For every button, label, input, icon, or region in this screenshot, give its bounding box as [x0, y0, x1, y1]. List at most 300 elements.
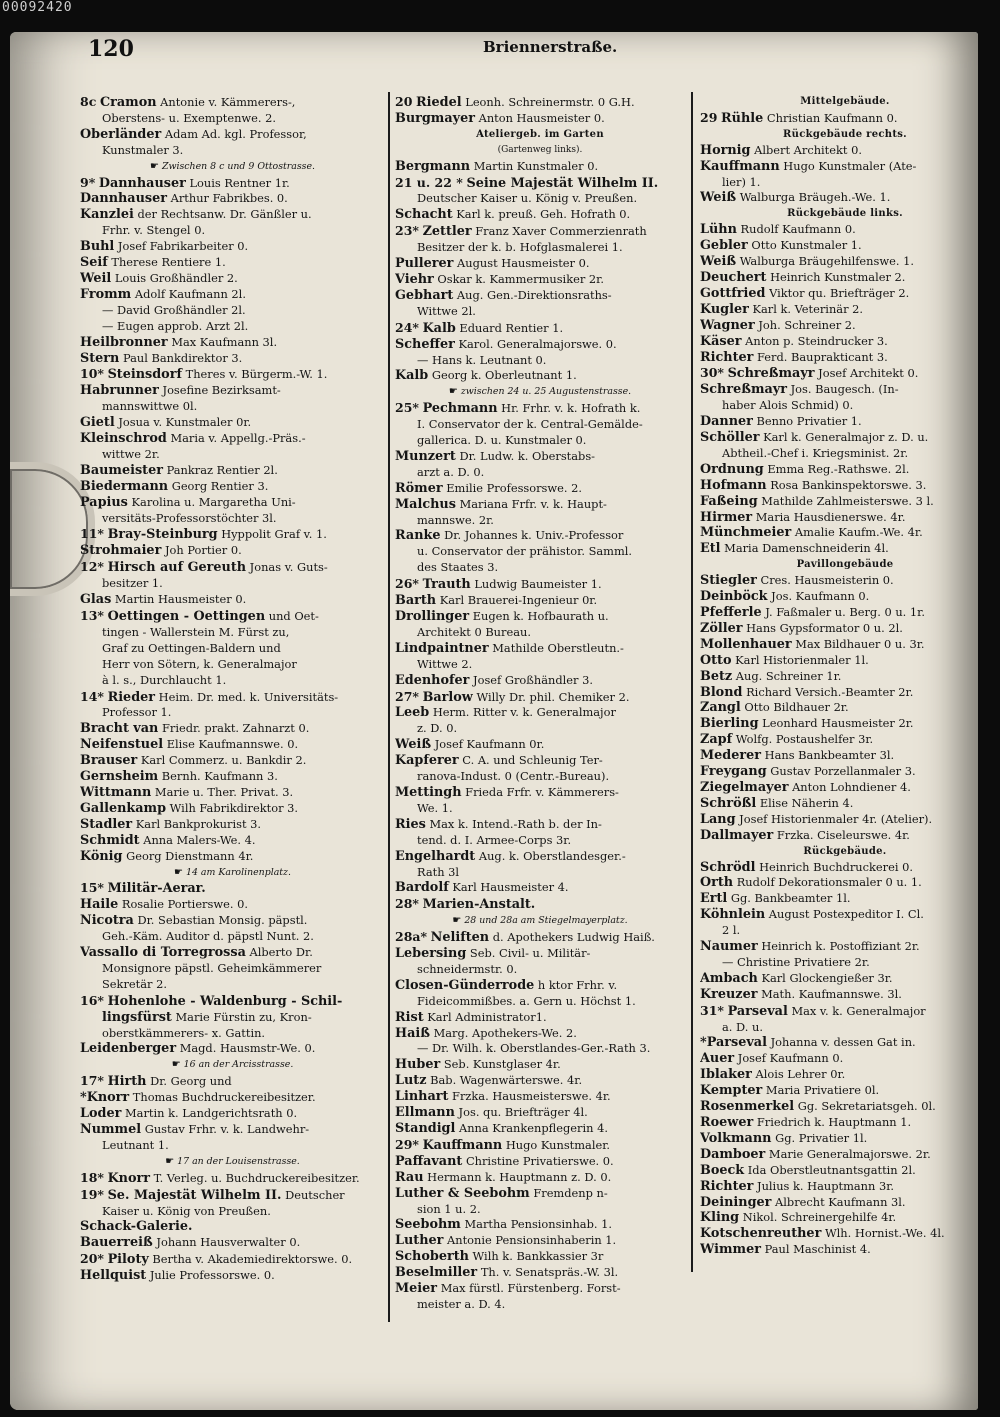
resident-name: lingsfürst	[102, 1009, 172, 1025]
resident-name: Marien-Anstalt.	[422, 897, 536, 913]
resident-entry	[395, 1154, 685, 1170]
house-number: 19*	[80, 1186, 104, 1202]
resident-details: Max fürstl. Fürstenberg. Forst-	[440, 1281, 621, 1296]
resident-details: z. D. 0.	[417, 721, 458, 736]
resident-name: Malchus	[395, 496, 456, 512]
resident-details: Herm. Ritter v. k. Generalmajor	[432, 705, 616, 720]
resident-entry	[395, 817, 685, 833]
resident-details: Arthur Fabrikbes. 0.	[170, 191, 288, 206]
resident-details: Deutscher	[285, 1187, 345, 1202]
resident-entry	[80, 1235, 385, 1251]
resident-details: Rudolf Dekorationsmaler 0 u. 1.	[736, 875, 922, 890]
resident-details: Therese Rentiere 1.	[111, 255, 226, 270]
resident-entry	[80, 127, 385, 143]
resident-entry	[700, 621, 990, 637]
street-title: Briennerstraße.	[483, 38, 618, 56]
resident-details: Karl Brauerei-Ingenieur 0r.	[439, 593, 598, 608]
resident-name: Hirsch auf Gereuth	[107, 560, 247, 576]
resident-details: Hyppolit Graf v. 1.	[221, 527, 327, 542]
resident-entry	[80, 897, 385, 913]
resident-name: Schmidt	[80, 832, 140, 848]
resident-entry	[395, 1137, 685, 1154]
resident-name: Beselmiller	[395, 1265, 478, 1281]
entry-continuation	[395, 721, 685, 737]
resident-entry	[395, 593, 685, 609]
resident-details: — Hans k. Leutnant 0.	[417, 352, 547, 367]
resident-details: lier) 1.	[722, 174, 761, 189]
resident-details: Marie u. Ther. Privat. 3.	[154, 784, 294, 799]
resident-details: Graf zu Oettingen-Baldern und	[102, 640, 281, 655]
entry-continuation	[80, 705, 385, 721]
entry-continuation	[395, 433, 685, 449]
resident-entry	[395, 1249, 685, 1265]
resident-name: Gietl	[80, 415, 115, 431]
resident-entry	[700, 365, 990, 382]
resident-name: Kreuzer	[700, 986, 758, 1002]
resident-details: tend. d. I. Armee-Corps 3r.	[417, 832, 572, 847]
resident-name: Piloty	[107, 1252, 149, 1268]
resident-details: Theres v. Bürgerm.-W. 1.	[185, 367, 328, 382]
resident-entry	[700, 143, 990, 159]
entry-continuation	[395, 1297, 685, 1313]
resident-details: C. A. und Schleunig Ter-	[462, 753, 603, 768]
resident-entry	[700, 541, 990, 557]
resident-entry	[80, 769, 385, 785]
resident-name: Ellmann	[395, 1105, 455, 1121]
resident-details: Richard Versich.-Beamter 2r.	[746, 684, 914, 699]
resident-entry	[80, 1268, 385, 1284]
resident-details: Aug. Schreiner 1r.	[735, 668, 842, 683]
house-number: 18*	[80, 1169, 104, 1185]
resident-entry	[700, 812, 990, 828]
resident-name: Haile	[80, 897, 119, 913]
entry-continuation	[80, 143, 385, 159]
resident-entry	[700, 110, 990, 127]
resident-name: Rau	[395, 1169, 424, 1185]
resident-details: Gg. Sekretariatsgeh. 0l.	[797, 1099, 936, 1114]
resident-entry	[80, 94, 385, 111]
house-number: 8c	[80, 94, 97, 109]
resident-name: Nummel	[80, 1122, 142, 1137]
resident-details: Frzka. Hausmeisterswe. 4r.	[452, 1089, 611, 1104]
resident-name: Gernsheim	[80, 769, 159, 785]
resident-details: Seb. Kunstglaser 4r.	[443, 1057, 561, 1072]
resident-name: Weiß	[700, 254, 737, 270]
resident-name: Neliften	[430, 930, 490, 946]
resident-name: Schreßmayr	[700, 382, 787, 398]
resident-details: Karl k. Veterinär 2.	[752, 301, 864, 316]
resident-name: Zangl	[700, 700, 741, 716]
resident-details: Geh.-Käm. Auditor d. päpstl Nunt. 2.	[102, 929, 314, 944]
house-number: 27*	[395, 688, 419, 704]
resident-name: Engelhardt	[395, 848, 476, 864]
resident-name: Bauerreiß	[80, 1235, 153, 1251]
resident-details: Gg. Privatier 1l.	[775, 1130, 868, 1145]
resident-details: Alberto Dr.	[249, 945, 313, 960]
resident-name: Zapf	[700, 732, 733, 748]
resident-details: Karolina u. Margaretha Uni-	[131, 494, 296, 509]
entry-continuation	[700, 955, 990, 971]
column-right	[700, 94, 990, 1258]
resident-entry	[80, 993, 385, 1010]
resident-name: Freygang	[700, 764, 767, 780]
entry-continuation	[700, 175, 990, 191]
resident-details: Heinrich Kunstmaler 2.	[770, 269, 906, 284]
resident-entry	[700, 1147, 990, 1163]
entry-continuation	[395, 769, 685, 785]
resident-name: Lühn	[700, 222, 737, 238]
resident-entry	[80, 1187, 385, 1204]
resident-name: Dannhauser	[98, 175, 186, 191]
resident-details: I. Conservator der k. Central-Gemälde-	[417, 417, 643, 432]
resident-details: Heinrich Buchdruckerei 0.	[759, 859, 913, 874]
resident-details: Max Bildhauer 0 u. 3r.	[795, 636, 925, 651]
house-number: 23*	[395, 223, 419, 239]
resident-entry	[395, 753, 685, 769]
resident-entry	[700, 1242, 990, 1258]
resident-details: Anton Lohndiener 4.	[792, 779, 911, 794]
resident-details: Hermann k. Hauptmann z. D. 0.	[427, 1169, 612, 1184]
resident-details: Emilie Professorswe. 2.	[446, 480, 583, 495]
resident-details: Marie Generalmajorswe. 2r.	[768, 1146, 931, 1161]
house-number: 28a*	[395, 929, 428, 945]
resident-details: Jos. Kaufmann 0.	[771, 589, 870, 604]
resident-entry	[395, 449, 685, 465]
resident-name: Lutz	[395, 1073, 427, 1089]
resident-name: Pfefferle	[700, 605, 762, 620]
entry-continuation	[80, 319, 385, 335]
resident-details: Antonie v. Kämmerers-,	[160, 95, 296, 109]
resident-entry	[395, 1121, 685, 1137]
resident-entry	[80, 1090, 385, 1106]
section-heading: Mittelgebäude.	[800, 96, 890, 107]
resident-details: Adam Ad. kgl. Professor,	[164, 126, 307, 141]
resident-details: Georg k. Oberleutnant 1.	[431, 368, 577, 383]
resident-details: Magd. Hausmstr-We. 0.	[179, 1041, 316, 1056]
house-number: 9*	[80, 174, 96, 190]
section-heading: Rückgebäude.	[803, 845, 887, 857]
resident-entry	[80, 833, 385, 849]
resident-name: Kling	[700, 1210, 740, 1226]
resident-name: Munzert	[395, 448, 456, 464]
resident-name: Standigl	[395, 1121, 456, 1136]
resident-name: Iblaker	[700, 1067, 752, 1083]
resident-entry	[80, 175, 385, 192]
resident-name: Leeb	[395, 705, 430, 721]
house-number: 13*	[80, 608, 104, 623]
resident-details: Julius k. Hauptmann 3r.	[757, 1178, 895, 1193]
resident-entry	[700, 159, 990, 175]
entry-continuation	[700, 398, 990, 414]
resident-entry	[80, 945, 385, 961]
entry-continuation	[80, 657, 385, 673]
resident-name: Lebersing	[395, 946, 467, 962]
section-subheading: (Gartenweg links).	[497, 144, 583, 155]
resident-details: gallerica. D. u. Kunstmaler 0.	[417, 433, 587, 448]
resident-name: Knorr	[107, 1170, 151, 1186]
entry-continuation	[80, 641, 385, 657]
resident-details: Hugo Kunstmaler (Ate-	[783, 158, 917, 173]
resident-details: Friedr. prakt. Zahnarzt 0.	[161, 721, 310, 736]
resident-name: Kalb	[422, 320, 456, 336]
resident-entry	[700, 907, 990, 923]
resident-entry	[700, 270, 990, 286]
resident-name: Barth	[395, 593, 437, 609]
resident-details: Gustav Frhr. v. k. Landwehr-	[144, 1122, 310, 1136]
resident-entry	[700, 828, 990, 844]
resident-entry	[80, 880, 385, 897]
resident-name: Strohmaier	[80, 543, 162, 559]
resident-entry	[80, 479, 385, 495]
archive-id-stamp: 00092420	[2, 0, 73, 15]
page-number: 120	[88, 36, 134, 62]
resident-details: Dr. Johannes k. Univ.-Professor	[444, 528, 624, 543]
resident-details: Leutnant 1.	[102, 1137, 169, 1152]
resident-entry	[80, 1106, 385, 1122]
resident-entry	[395, 1073, 685, 1089]
resident-name: Kapferer	[395, 753, 459, 769]
entry-continuation	[395, 625, 685, 641]
resident-name: Wagner	[700, 317, 755, 333]
resident-name: Vassallo di Torregrossa	[80, 945, 246, 961]
resident-name: Bierling	[700, 716, 759, 732]
resident-name: Stiegler	[700, 573, 757, 589]
resident-details: Monsignore päpstl. Geheimkämmerer	[102, 960, 322, 975]
resident-details: Nikol. Schreinergehilfe 4r.	[742, 1210, 897, 1225]
resident-details: oberstkämmerers- x. Gattin.	[102, 1025, 266, 1040]
resident-details: Heim. Dr. med. k. Universitäts-	[158, 689, 339, 704]
resident-name: Zöller	[700, 620, 743, 636]
resident-details: schneidermstr. 0.	[417, 961, 518, 976]
resident-name: *Parseval	[700, 1035, 767, 1051]
resident-details: Wlh. Hornist.-We. 4l.	[824, 1226, 945, 1241]
resident-entry	[395, 1057, 685, 1073]
resident-entry	[395, 737, 685, 753]
house-number: 16*	[80, 992, 104, 1008]
resident-details: Albert Architekt 0.	[754, 142, 862, 157]
resident-entry	[80, 415, 385, 431]
resident-details: Mariana Frfr. v. k. Haupt-	[459, 496, 607, 511]
resident-entry	[700, 605, 990, 621]
resident-details: Frieda Frfr. v. Kämmerers-	[465, 784, 619, 799]
resident-details: Fremdenp n-	[533, 1185, 608, 1200]
entry-continuation	[395, 544, 685, 560]
resident-details: Walburga Bräugeh.-We. 1.	[739, 190, 891, 205]
resident-entry	[700, 478, 990, 494]
resident-name: Luther & Seebohm	[395, 1185, 530, 1201]
resident-details: Frzka. Ciseleurswe. 4r.	[776, 827, 910, 842]
cross-street-note	[80, 1154, 385, 1170]
resident-entry	[700, 238, 990, 254]
resident-details: Martha Pensionsinhab. 1.	[464, 1217, 612, 1232]
resident-details: Hans Bankbeamter 3l.	[764, 748, 895, 763]
resident-entry	[395, 1265, 685, 1281]
resident-details: Dr. Georg und	[150, 1074, 232, 1089]
resident-name: Otto	[700, 652, 732, 668]
resident-name: Kalb	[395, 368, 429, 384]
entry-continuation	[80, 511, 385, 527]
entry-continuation	[80, 977, 385, 993]
resident-entry	[80, 785, 385, 801]
resident-details: Abtheil.-Chef i. Kriegsminist. 2r.	[722, 445, 909, 460]
resident-entry	[80, 1170, 385, 1187]
resident-entry	[700, 1163, 990, 1179]
house-number: 21 u. 22 *	[395, 174, 463, 190]
resident-details: August Hausmeister 0.	[457, 256, 590, 271]
resident-details: Paul Maschinist 4.	[764, 1242, 871, 1257]
resident-entry	[395, 609, 685, 625]
resident-entry	[395, 1233, 685, 1249]
resident-details: Karl Administrator1.	[427, 1009, 547, 1024]
resident-entry	[700, 222, 990, 238]
resident-entry	[80, 287, 385, 303]
resident-name: Deuchert	[700, 269, 767, 285]
resident-entry	[700, 382, 990, 398]
resident-entry	[700, 748, 990, 764]
resident-name: Damboer	[700, 1146, 766, 1162]
resident-details: Maria v. Appellg.-Präs.-	[170, 431, 306, 446]
resident-details: tingen - Wallerstein M. Fürst zu,	[102, 624, 290, 639]
resident-details: Wittwe 2.	[417, 656, 473, 671]
resident-entry	[700, 1083, 990, 1099]
resident-entry	[80, 608, 385, 625]
resident-entry	[700, 1226, 990, 1242]
resident-entry	[700, 796, 990, 812]
resident-details: Aug. k. Oberstlandesger.-	[478, 848, 626, 863]
resident-entry	[700, 589, 990, 605]
resident-entry	[80, 1251, 385, 1268]
resident-details: Antonie Pensionsinhaberin 1.	[447, 1233, 617, 1248]
resident-name: Römer	[395, 480, 443, 496]
resident-name: Roewer	[700, 1115, 754, 1130]
house-number: 15*	[80, 880, 104, 896]
resident-name: Bergmann	[395, 158, 471, 174]
resident-entry	[80, 543, 385, 559]
resident-name: Kauffmann	[422, 1137, 503, 1153]
resident-name: Mollenhauer	[700, 636, 792, 652]
resident-name: Steinsdorf	[107, 367, 182, 383]
resident-details: Johanna v. dessen Gat in.	[770, 1035, 916, 1050]
resident-details: Martin k. Landgerichtsrath 0.	[125, 1106, 298, 1121]
resident-details: Rosa Bankinspektorswe. 3.	[770, 477, 927, 492]
resident-entry	[395, 1089, 685, 1105]
resident-name: Schoberth	[395, 1249, 469, 1265]
resident-details: Mathilde Zahlmeisterswe. 3 l.	[761, 493, 934, 508]
resident-name: Paffavant	[395, 1153, 463, 1169]
resident-details: Karl k. Generalmajor z. D. u.	[763, 430, 929, 445]
resident-name: Schrödl	[700, 859, 756, 875]
resident-name: Neifenstuel	[80, 737, 164, 753]
resident-name: Habrunner	[80, 383, 159, 399]
resident-name: Ziegelmayer	[700, 779, 789, 795]
resident-details: h ktor Frhr. v.	[537, 977, 618, 992]
resident-details: wittwe 2r.	[102, 446, 160, 461]
resident-entry	[700, 780, 990, 796]
resident-entry	[395, 641, 685, 657]
resident-details: Johann Hausverwalter 0.	[156, 1235, 301, 1250]
resident-details: Deutscher Kaiser u. König v. Preußen.	[417, 191, 638, 206]
resident-details: Karl Historienmaler 1l.	[735, 652, 869, 667]
resident-entry	[700, 414, 990, 430]
resident-entry	[80, 721, 385, 737]
resident-details: Frhr. v. Stengel 0.	[102, 223, 206, 238]
resident-details: Anna Krankenpflegerin 4.	[459, 1121, 608, 1135]
resident-details: Adolf Kaufmann 2l.	[134, 286, 246, 301]
resident-entry	[80, 271, 385, 287]
resident-entry	[80, 526, 385, 543]
section-heading: Ateliergeb. im Garten	[476, 128, 604, 140]
resident-entry	[700, 1067, 990, 1083]
entry-continuation	[80, 929, 385, 945]
entry-continuation	[80, 1010, 385, 1026]
resident-name: Weiß	[700, 190, 737, 206]
resident-entry	[80, 737, 385, 753]
resident-entry	[700, 462, 990, 478]
cross-street-note	[80, 159, 385, 175]
resident-name: Orth	[700, 875, 734, 891]
resident-details: Dr. Sebastian Monsig. päpstl.	[137, 913, 308, 928]
resident-name: Pullerer	[395, 256, 454, 272]
resident-details: Karl Bankprokurist 3.	[135, 816, 262, 831]
resident-details: u. Conservator der prähistor. Samml.	[417, 544, 633, 559]
resident-name: Bardolf	[395, 880, 449, 896]
resident-details: Josef Architekt 0.	[818, 366, 919, 381]
resident-name: Weiß	[395, 737, 432, 753]
resident-details: Wolfg. Postaushelfer 3r.	[735, 732, 874, 747]
cross-street-note	[80, 865, 385, 881]
resident-name: Edenhofer	[395, 672, 470, 688]
resident-details: Karl Glockengießer 3r.	[761, 970, 893, 985]
resident-name: Schacht	[395, 207, 453, 223]
resident-details: Cres. Hausmeisterin 0.	[760, 573, 894, 588]
resident-entry	[700, 190, 990, 206]
pointing-hand-icon: ☛	[452, 915, 461, 927]
resident-name: Seif	[80, 255, 108, 271]
resident-details: Martin Hausmeister 0.	[114, 592, 247, 607]
resident-details: Karol. Generalmajorswe. 0.	[458, 336, 617, 351]
resident-details: Karl k. preuß. Geh. Hofrath 0.	[456, 207, 631, 222]
entry-continuation	[700, 923, 990, 939]
entry-continuation	[395, 560, 685, 576]
house-number: 12*	[80, 559, 104, 575]
resident-name: Köhnlein	[700, 907, 766, 923]
resident-entry	[80, 592, 385, 608]
cross-street-note	[80, 1057, 385, 1073]
resident-details: Jos. Baugesch. (In-	[790, 382, 899, 397]
resident-details: à l. s., Durchlaucht 1.	[102, 672, 227, 687]
resident-name: Dallmayer	[700, 827, 774, 843]
resident-entry	[700, 1195, 990, 1211]
resident-details: August Postexpeditor I. Cl.	[768, 907, 924, 922]
entry-continuation	[395, 865, 685, 881]
house-number: 20*	[80, 1251, 104, 1267]
resident-name: Kotschenreuther	[700, 1226, 822, 1242]
resident-name: Seebohm	[395, 1217, 461, 1233]
resident-name: Käser	[700, 333, 742, 349]
resident-details: Josef Fabrikarbeiter 0.	[117, 239, 249, 254]
resident-name: Gebhart	[395, 287, 454, 303]
resident-name: Hirmer	[700, 509, 753, 525]
column-left	[80, 94, 385, 1284]
resident-details: mannswe. 2r.	[417, 512, 494, 527]
house-number: 26*	[395, 576, 419, 592]
entry-continuation	[395, 962, 685, 978]
house-number: 17*	[80, 1073, 104, 1089]
resident-entry	[80, 351, 385, 367]
resident-details: Josef Kaufmann 0r.	[434, 737, 545, 752]
resident-details: Anton Hausmeister 0.	[478, 110, 605, 125]
resident-entry	[80, 431, 385, 447]
